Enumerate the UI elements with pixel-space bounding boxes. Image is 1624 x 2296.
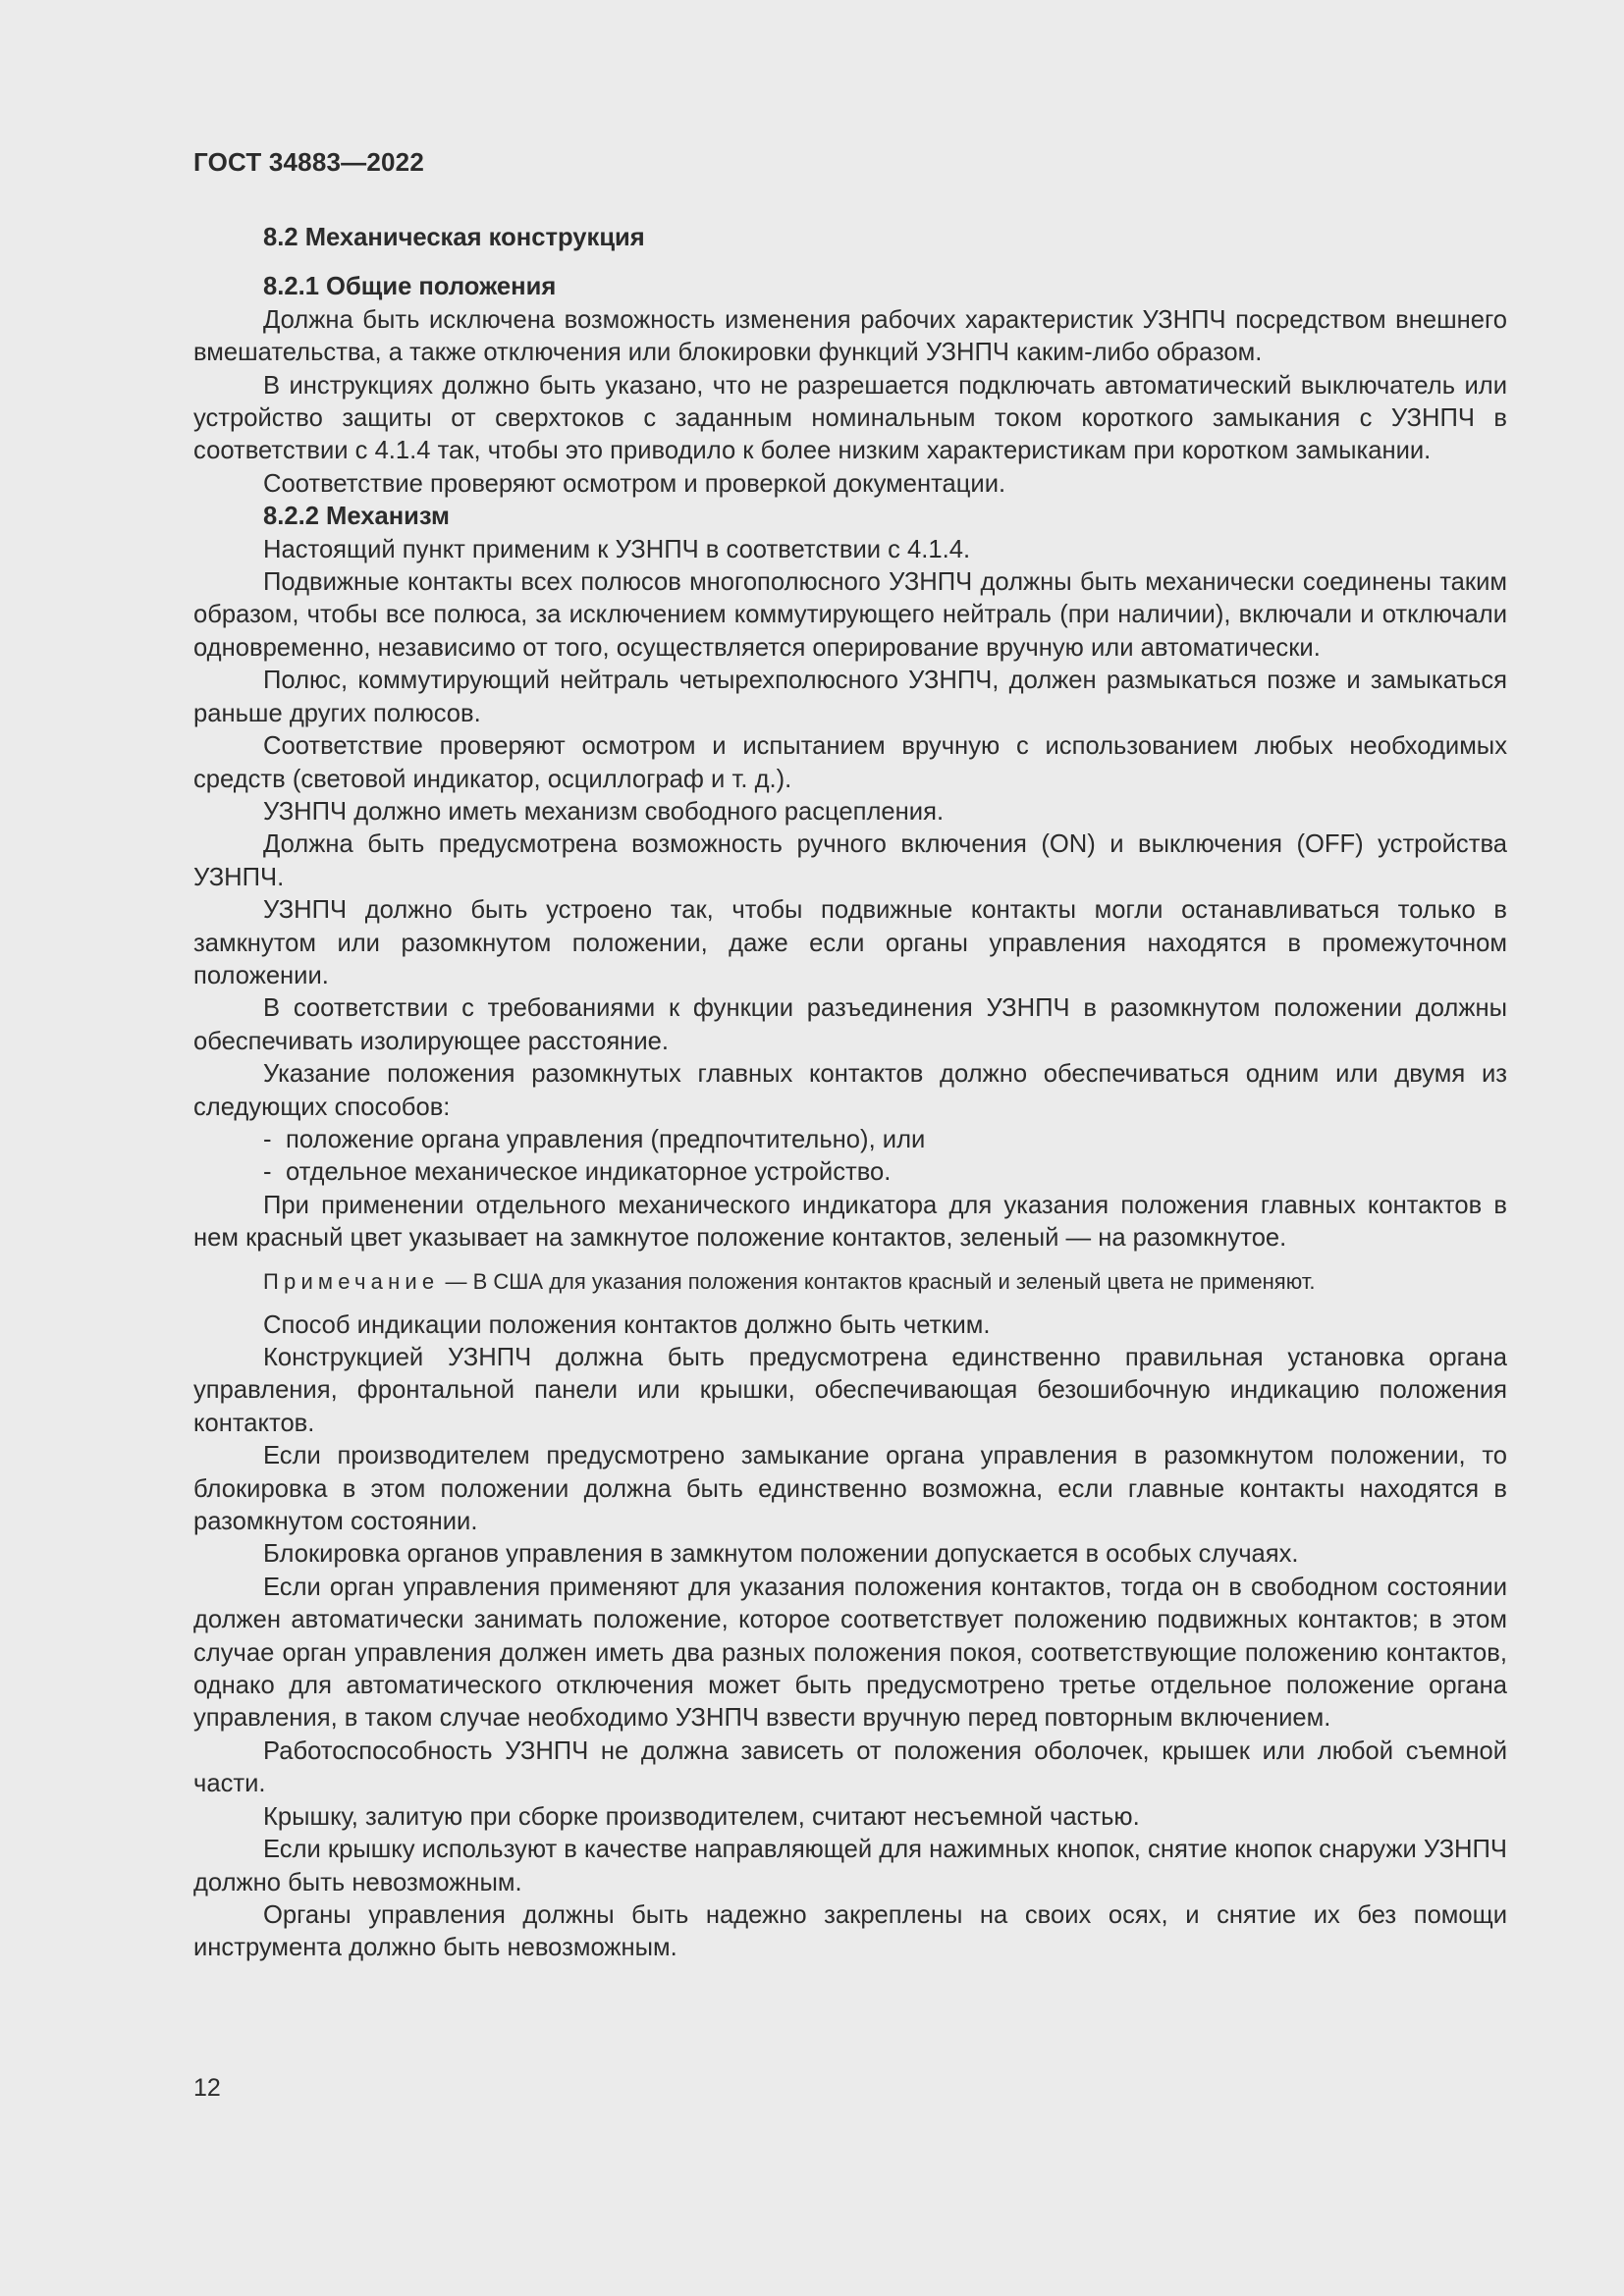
paragraph: Если орган управления применяют для указания положения контактов, тогда он в свободном состоянии должен автоматически занимать положение, которое соответствует положению подвижных контактов; в этом случае орган управления должен иметь два разных положения покоя, соответствующие положению контактов, однако для автоматического отключения может быть предусмотрено третье отдельное положение органа управления, в таком случае необходимо УЗНПЧ взвести вручную перед повторным включением. [193, 1573, 1507, 1733]
list-dash: - [263, 1158, 272, 1187]
document-header: ГОСТ 34883—2022 [193, 147, 424, 177]
paragraph: Настоящий пункт применим к УЗНПЧ в соответствии с 4.1.4. [263, 535, 971, 563]
paragraph: Должна быть исключена возможность изменения рабочих характеристик УЗНПЧ посредством внешнего вмешательства, а также отключения или блокировки функций УЗНПЧ каким-либо образом. [193, 305, 1507, 367]
paragraph: Должна быть предусмотрена возможность ручного включения (ON) и выключения (OFF) устройства УЗНПЧ. [193, 830, 1507, 891]
paragraph: Блокировка органов управления в замкнутом положении допускается в особых случаях. [263, 1540, 1299, 1569]
paragraph: Если производителем предусмотрено замыкание органа управления в разомкнутом положении, то блокировка в этом положении должна быть единственно возможна, если главные контакты находятся в разомкнутом состоянии. [193, 1442, 1507, 1536]
page-number: 12 [193, 2074, 221, 2102]
paragraph: УЗНПЧ должно иметь механизм свободного расцепления. [263, 797, 945, 826]
section-heading: 8.2 Механическая конструкция [263, 224, 645, 251]
note-text: — В США для указания положения контактов красный и зеленый цвета не применяют. [439, 1268, 1316, 1294]
list-item [263, 1124, 1507, 1156]
document-body [193, 222, 1507, 1965]
paragraph: Соответствие проверяют осмотром и проверкой документации. [263, 469, 1006, 498]
subsection-heading-mechanism: 8.2.2 Механизм [263, 503, 450, 531]
paragraph: Работоспособность УЗНПЧ не должна зависеть от положения оболочек, крышек или любой съемной части. [193, 1736, 1507, 1798]
paragraph: Способ индикации положения контактов должно быть четким. [263, 1310, 991, 1339]
list-item-text: отдельное механическое индикаторное устройство. [286, 1158, 892, 1187]
paragraph: Конструкцией УЗНПЧ должна быть предусмотрена единственно правильная установка органа управления, фронтальной панели или крышки, обеспечивающая безошибочную индикацию положения контактов. [193, 1344, 1507, 1437]
paragraph: Полюс, коммутирующий нейтраль четырехполюсного УЗНПЧ, должен размыкаться позже и замыкаться раньше других полюсов. [193, 667, 1507, 727]
paragraph: Органы управления должны быть надежно закреплены на своих осях, и снятие их без помощи инструмента должно быть невозможным. [193, 1900, 1507, 1962]
note-label: Примечание [263, 1268, 440, 1294]
paragraph: При применении отдельного механического индикатора для указания положения главных контактов в нем красный цвет указывает на замкнутое положение контактов, зеленый — на разомкнутое. [193, 1191, 1507, 1253]
paragraph: Указание положения разомкнутых главных контактов должно обеспечиваться одним или двумя из следующих способов: [193, 1060, 1507, 1121]
list-dash: - [263, 1125, 272, 1153]
paragraph: В инструкциях должно быть указано, что не разрешается подключать автоматический выключатель или устройство защиты от сверхтоков с заданным номинальным током короткого замыкания с УЗНПЧ в соответствии с 4.1.4 так, чтобы это приводило к более низким характеристикам при коротком замыкании. [193, 371, 1507, 465]
subsection-heading-general: 8.2.1 Общие положения [263, 273, 557, 301]
note [263, 1267, 1507, 1297]
paragraph: Крышку, залитую при сборке производителем, считают несъемной частью. [263, 1802, 1140, 1831]
paragraph: Если крышку используют в качестве направляющей для нажимных кнопок, снятие кнопок снаружи УЗНПЧ должно быть невозможным. [193, 1836, 1507, 1896]
paragraph: УЗНПЧ должно быть устроено так, чтобы подвижные контакты могли останавливаться только в замкнутом или разомкнутом положении, даже если органы управления находятся в промежуточном положении. [193, 896, 1507, 989]
list-item-text: положение органа управления (предпочтительно), или [286, 1125, 926, 1153]
paragraph: Подвижные контакты всех полюсов многополюсного УЗНПЧ должны быть механически соединены таким образом, чтобы все полюса, за исключением коммутирующего нейтраль (при наличии), включали и отключали одновременно, независимо от того, осуществляется оперирование вручную или автоматически. [193, 568, 1507, 662]
paragraph: Соответствие проверяют осмотром и испытанием вручную с использованием любых необходимых средств (световой индикатор, осциллограф и т. д.). [193, 732, 1507, 793]
list-item [263, 1156, 1507, 1189]
paragraph: В соответствии с требованиями к функции разъединения УЗНПЧ в разомкнутом положении должны обеспечивать изолирующее расстояние. [193, 994, 1507, 1055]
